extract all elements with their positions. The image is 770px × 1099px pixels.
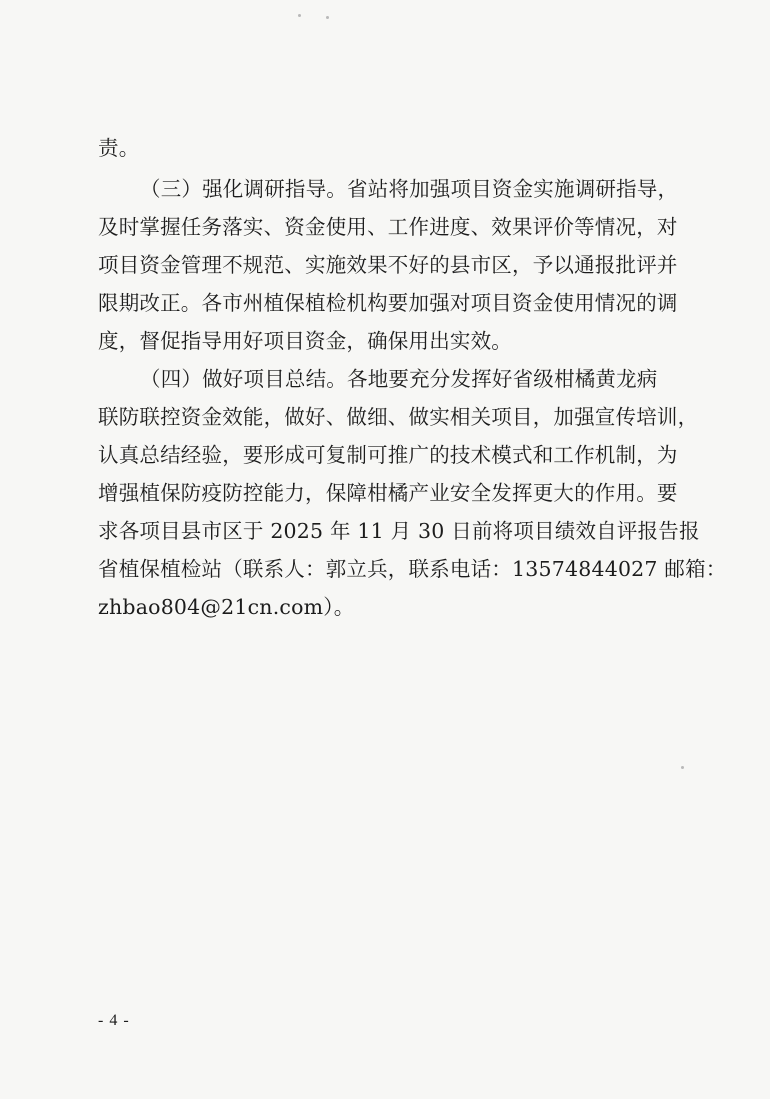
text-line-7: （四）做好项目总结。各地要充分发挥好省级柑橘黄龙病 <box>140 367 658 391</box>
text-line-13: zhbao804@21cn.com）。 <box>98 595 355 619</box>
text-line-12: 省植保植检站（联系人：郭立兵，联系电话：13574844027 邮箱： <box>98 557 727 581</box>
text-line-4: 项目资金管理不规范、实施效果不好的县市区，予以通报批评并 <box>98 253 678 277</box>
scan-speck <box>326 16 329 19</box>
scan-speck <box>298 14 301 17</box>
scan-speck <box>681 766 684 769</box>
text-line-10: 增强植保防疫防控能力，保障柑橘产业安全发挥更大的作用。要 <box>98 481 678 505</box>
text-line-5: 限期改正。各市州植保植检机构要加强对项目资金使用情况的调 <box>98 291 678 315</box>
text-line-9: 认真总结经验，要形成可复制可推广的技术模式和工作机制，为 <box>98 443 678 467</box>
text-line-3: 及时掌握任务落实、资金使用、工作进度、效果评价等情况，对 <box>98 215 678 239</box>
text-line-1: 责。 <box>98 136 140 160</box>
text-line-2: （三）强化调研指导。省站将加强项目资金实施调研指导， <box>140 177 679 201</box>
page-number: - 4 - <box>98 1012 130 1029</box>
text-line-8: 联防联控资金效能，做好、做细、做实相关项目，加强宣传培训， <box>98 405 699 429</box>
text-line-11: 求各项目县市区于 2025 年 11 月 30 日前将项目绩效自评报告报 <box>98 519 700 543</box>
text-line-6: 度，督促指导用好项目资金，确保用出实效。 <box>98 329 512 353</box>
